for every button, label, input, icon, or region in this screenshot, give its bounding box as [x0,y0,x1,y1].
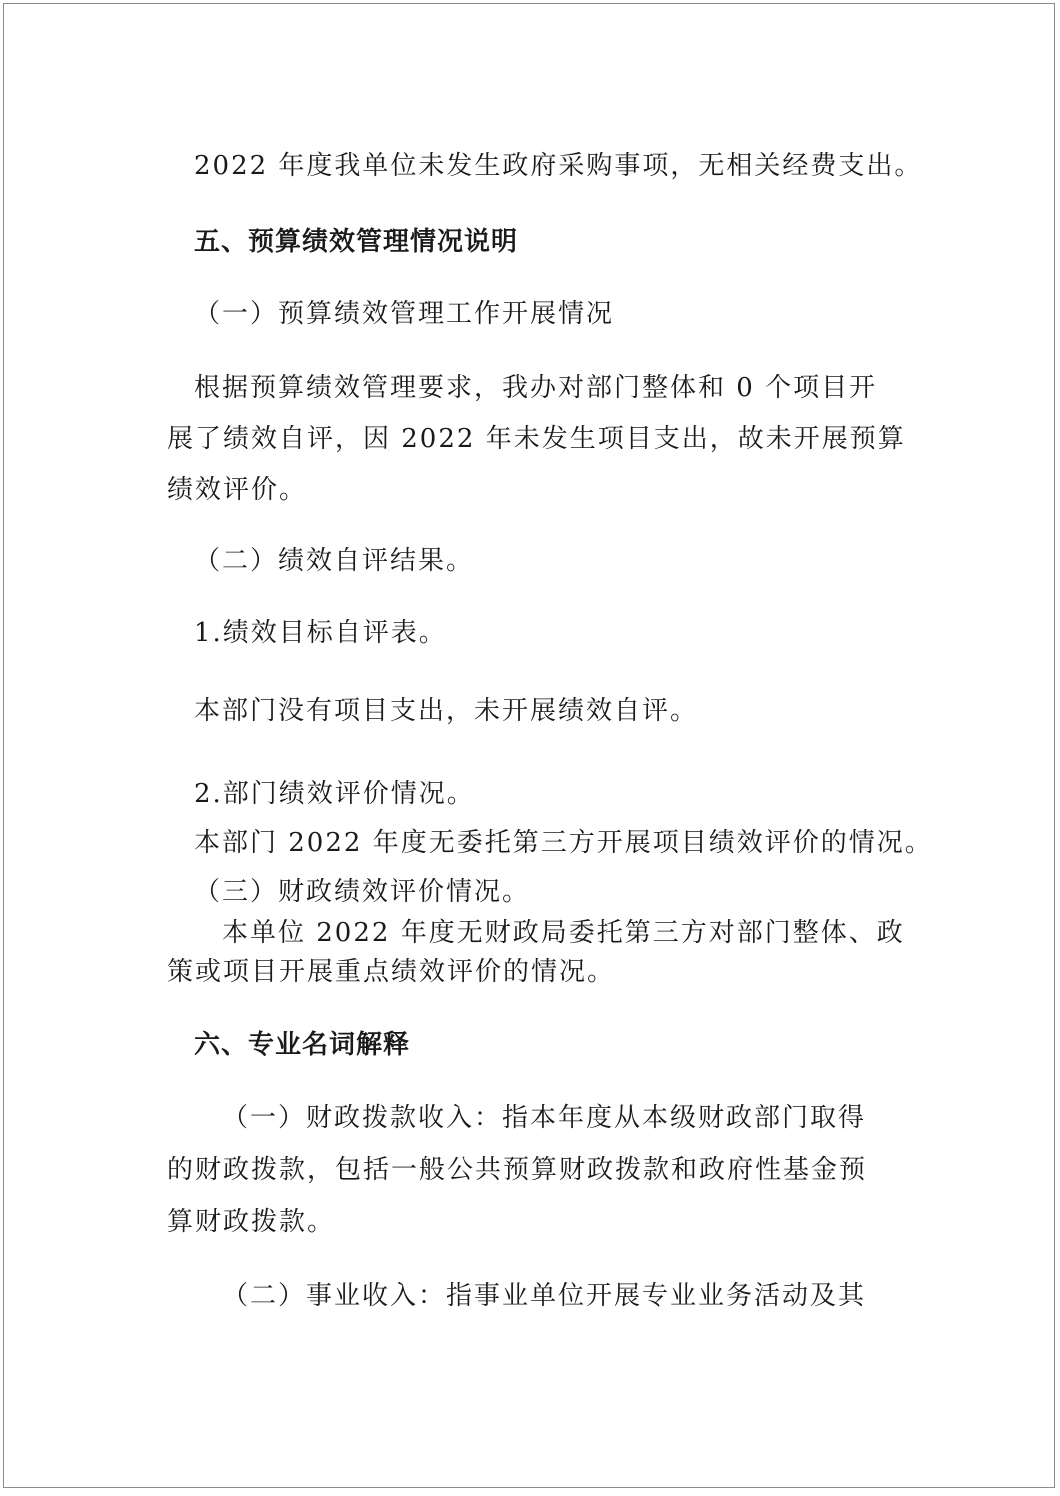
fiscal-allocation-line-2: 的财政拨款，包括一般公共预算财政拨款和政府性基金预 [167,1155,868,1185]
section-six-heading: 六、专业名词解释 [194,1030,411,1060]
subsection-two-heading: （二）绩效自评结果。 [194,546,475,576]
performance-mgmt-line-1: 根据预算绩效管理要求，我办对部门整体和 0 个项目开 [194,373,878,403]
finance-eval-line-1: 本单位 2022 年度无财政局委托第三方对部门整体、政 [222,918,905,948]
self-eval-table-title: 1.绩效目标自评表。 [194,618,447,648]
document-page [3,3,1055,1488]
subsection-one-heading: （一）预算绩效管理工作开展情况 [194,299,615,329]
no-third-party-statement: 本部门 2022 年度无委托第三方开展项目绩效评价的情况。 [194,828,933,858]
subsection-three-heading: （三）财政绩效评价情况。 [194,877,531,907]
fiscal-allocation-line-3: 算财政拨款。 [167,1207,336,1237]
section-five-heading: 五、预算绩效管理情况说明 [194,227,519,257]
no-project-statement: 本部门没有项目支出，未开展绩效自评。 [194,696,699,726]
procurement-statement: 2022 年度我单位未发生政府采购事项，无相关经费支出。 [194,151,923,181]
business-income-line-1: （二）事业收入：指事业单位开展专业业务活动及其 [222,1281,867,1311]
finance-eval-line-2: 策或项目开展重点绩效评价的情况。 [167,957,616,987]
fiscal-allocation-line-1: （一）财政拨款收入：指本年度从本级财政部门取得 [222,1103,867,1133]
dept-eval-title: 2.部门绩效评价情况。 [194,779,475,809]
performance-mgmt-line-2: 展了绩效自评，因 2022 年未发生项目支出，故未开展预算 [167,424,906,454]
performance-mgmt-line-3: 绩效评价。 [167,475,308,505]
